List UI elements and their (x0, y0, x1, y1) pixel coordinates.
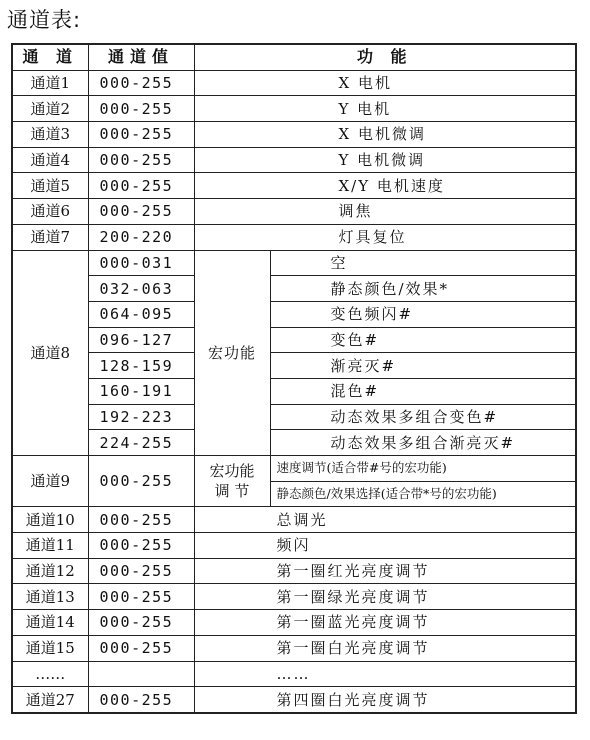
table-row (12, 353, 576, 379)
channel-cell: 通道1 (12, 70, 88, 96)
channel-cell: 通道15 (12, 635, 88, 661)
macro-function-label: 宏功能 (194, 250, 270, 456)
channel-cell: 通道8 (12, 250, 88, 456)
function-cell: 第一圈绿光亮度调节 (194, 584, 576, 610)
value-cell: 224-255 (88, 430, 194, 456)
value-cell: 000-255 (88, 70, 194, 96)
channel-cell: 通道5 (12, 173, 88, 199)
value-cell: 200-220 (88, 224, 194, 250)
table-row (12, 430, 576, 456)
value-cell: 032-063 (88, 276, 194, 302)
channel-cell: 通道4 (12, 147, 88, 173)
value-cell: 000-255 (88, 584, 194, 610)
channel-cell: 通道13 (12, 584, 88, 610)
value-cell: 000-031 (88, 250, 194, 276)
function-cell: X 电机微调 (194, 122, 576, 148)
header-row (12, 44, 576, 70)
value-cell: 064-095 (88, 301, 194, 327)
function-cell: Y 电机微调 (194, 147, 576, 173)
value-cell: 000-255 (88, 507, 194, 533)
value-cell: 160-191 (88, 378, 194, 404)
function-cell: 动态效果多组合渐亮灭# (270, 430, 576, 456)
table-row (12, 558, 576, 584)
value-cell: 000-255 (88, 610, 194, 636)
table-row (12, 687, 576, 713)
function-cell: 空 (270, 250, 576, 276)
table-row (12, 96, 576, 122)
function-cell: 速度调节(适合带#号的宏功能) (270, 456, 576, 482)
function-cell: 静态颜色/效果* (270, 276, 576, 302)
function-cell: 第四圈白光亮度调节 (194, 687, 576, 713)
table-row (12, 301, 576, 327)
value-cell: 128-159 (88, 353, 194, 379)
table-row (12, 533, 576, 559)
value-cell: 000-255 (88, 173, 194, 199)
function-cell: 动态效果多组合变色# (270, 404, 576, 430)
function-cell: Y 电机 (194, 96, 576, 122)
macro-adjust-line1: 宏功能 (209, 462, 255, 481)
channel-cell: 通道14 (12, 610, 88, 636)
table-row (12, 404, 576, 430)
channel-cell: 通道7 (12, 224, 88, 250)
function-cell: 渐亮灭# (270, 353, 576, 379)
channel-cell: 通道6 (12, 199, 88, 225)
function-cell: 混色# (270, 378, 576, 404)
function-cell: 第一圈蓝光亮度调节 (194, 610, 576, 636)
value-cell: 000-255 (88, 456, 194, 507)
table-row (12, 610, 576, 636)
value-cell: 000-255 (88, 558, 194, 584)
value-cell: 000-255 (88, 122, 194, 148)
header-channel: 通 道 (12, 44, 88, 70)
value-cell: 192-223 (88, 404, 194, 430)
table-row (12, 276, 576, 302)
table-row (12, 378, 576, 404)
table-row (12, 147, 576, 173)
table-row (12, 661, 576, 687)
function-cell: 变色频闪# (270, 301, 576, 327)
macro-adjust-label (194, 456, 270, 507)
channel-cell: 通道11 (12, 533, 88, 559)
channel-cell: 通道12 (12, 558, 88, 584)
function-cell: 灯具复位 (194, 224, 576, 250)
function-cell: 第一圈白光亮度调节 (194, 635, 576, 661)
table-row (12, 327, 576, 353)
table-row (12, 173, 576, 199)
value-cell: 000-255 (88, 199, 194, 225)
channel-cell: 通道27 (12, 687, 88, 713)
function-cell: X/Y 电机速度 (194, 173, 576, 199)
macro-adjust-line2: 调 节 (214, 482, 250, 501)
function-cell: 频闪 (194, 533, 576, 559)
table-row (12, 70, 576, 96)
function-cell: 总调光 (194, 507, 576, 533)
channel-cell: …… (12, 661, 88, 687)
table-row (12, 122, 576, 148)
function-cell: 第一圈红光亮度调节 (194, 558, 576, 584)
value-cell: 000-255 (88, 635, 194, 661)
function-cell: …… (194, 661, 576, 687)
function-cell: 调焦 (194, 199, 576, 225)
value-cell: 096-127 (88, 327, 194, 353)
value-cell (88, 661, 194, 687)
table-row (12, 199, 576, 225)
value-cell: 000-255 (88, 533, 194, 559)
table-row (12, 635, 576, 661)
function-cell: 变色# (270, 327, 576, 353)
table-row (12, 584, 576, 610)
function-cell: X 电机 (194, 70, 576, 96)
header-value: 通道值 (88, 44, 194, 70)
table-row (12, 250, 576, 276)
page-title: 通道表: (7, 8, 82, 32)
channel-cell: 通道9 (12, 456, 88, 507)
value-cell: 000-255 (88, 687, 194, 713)
channel-table (11, 43, 577, 714)
value-cell: 000-255 (88, 147, 194, 173)
channel-cell: 通道2 (12, 96, 88, 122)
channel-cell: 通道3 (12, 122, 88, 148)
table-row (12, 224, 576, 250)
function-cell: 静态颜色/效果选择(适合带*号的宏功能) (270, 481, 576, 507)
table-row (12, 507, 576, 533)
value-cell: 000-255 (88, 96, 194, 122)
channel-cell: 通道10 (12, 507, 88, 533)
header-function: 功 能 (194, 44, 576, 70)
table-row (12, 456, 576, 482)
